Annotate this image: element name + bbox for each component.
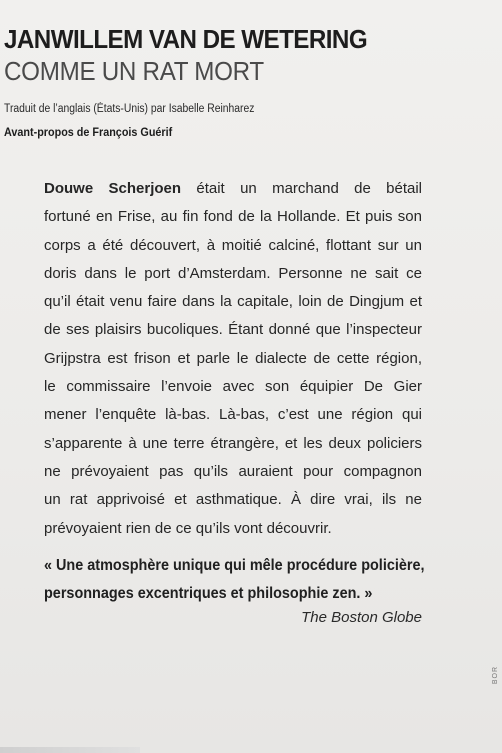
blurb-line	[44, 175, 422, 203]
blurb-line: doris dans le port d’Amsterdam. Personne ne sait ce	[44, 264, 422, 282]
blurb-last-line: prévoyaient rien de ce qu’ils vont découvrir.	[44, 519, 332, 537]
blurb-line: corps a été découvert, à moitié calciné, flottant sur un	[44, 236, 422, 254]
blurb-lead-name: Douwe Scherjoen	[44, 180, 182, 197]
translator-credit: Traduit de l’anglais (États-Unis) par Isabelle Reinharez	[4, 103, 255, 115]
blurb-paragraph	[44, 175, 422, 543]
blurb-line: le commissaire l’envoie avec son équipier De Gier	[44, 378, 422, 396]
blurb-line: ne prévoyaient pas qu’ils auraient pour compagnon	[44, 462, 422, 480]
blurb-line: mener l’enquête là-bas. Là-bas, c’est une région qui	[44, 406, 422, 424]
blurb-line: fortuné en Frise, au fin fond de la Hollande. Et puis son	[44, 208, 422, 226]
spine-edge-mark: BOR	[492, 666, 499, 685]
author-name: JANWILLEM VAN DE WETERING	[4, 24, 368, 54]
book-title: COMME UN RAT MORT	[4, 56, 264, 86]
blurb-line: de ses plaisirs bucoliques. Étant donné que l’inspecteur	[44, 321, 422, 339]
blurb-line: qu’il était venu faire dans la capitale, loin de Dingjum et	[44, 293, 422, 311]
blurb-line: Grijpstra est frison et parle le dialecte de cette région,	[44, 349, 422, 367]
quote-line-2: personnages excentriques et philosophie zen. »	[44, 585, 373, 602]
blurb-line-1-rest: était un marchand de bétail	[196, 180, 423, 197]
quote-line-1: « Une atmosphère unique qui mêle procédure policière,	[44, 557, 425, 574]
bottom-edge-strip	[0, 747, 140, 753]
blurb-line: s’apparente à une terre étrangère, et les deux policiers	[44, 434, 422, 452]
press-quote	[44, 552, 434, 608]
blurb-line: un rat apprivoisé et asthmatique. À dire vrai, ils ne	[44, 491, 422, 509]
quote-source: The Boston Globe	[301, 609, 422, 626]
foreword-credit: Avant-propos de François Guérif	[4, 125, 173, 139]
